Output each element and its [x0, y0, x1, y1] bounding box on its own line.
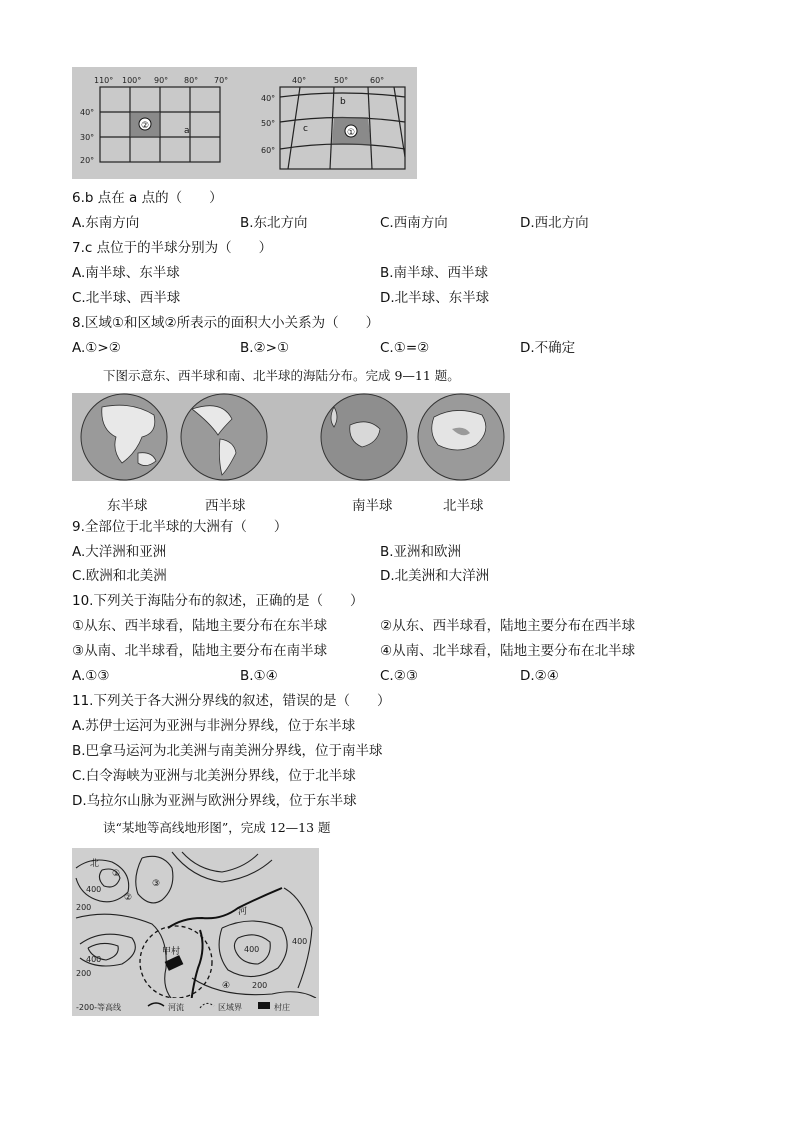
q10-statement-3: ③从南、北半球看，陆地主要分布在南半球 — [72, 643, 328, 659]
lat-lon-grid-figure — [72, 67, 417, 179]
village-label: 甲村 — [162, 947, 181, 957]
legend-contour: -200-等高线 — [76, 1003, 122, 1012]
lat-tick: 40° — [80, 108, 95, 117]
q6-option-d: D.西北方向 — [520, 215, 589, 231]
q6-option-c: C.西南方向 — [380, 215, 448, 231]
marker-2: ② — [124, 893, 133, 903]
point-a-label: a — [184, 126, 190, 136]
q10-option-d: D.②④ — [520, 668, 559, 684]
q8-option-d: D.不确定 — [520, 340, 576, 356]
q11-option-b: B.巴拿马运河为北美洲与南美洲分界线，位于南半球 — [72, 743, 383, 759]
q7-option-b: B.南半球、西半球 — [380, 265, 489, 281]
q7-stem: 7.c 点位于的半球分别为（ ） — [72, 240, 273, 256]
elevation-label: 200 — [76, 969, 92, 978]
q11-option-c: C.白令海峡为亚洲与北美洲分界线，位于北半球 — [72, 768, 356, 784]
q10-statement-4: ④从南、北半球看，陆地主要分布在北半球 — [380, 643, 636, 659]
q9-option-a: A.大洋洲和亚洲 — [72, 544, 167, 560]
village-marker — [165, 955, 184, 971]
lon-tick: 90° — [154, 76, 169, 85]
elevation-label: 400 — [292, 937, 308, 946]
south-hemisphere-caption: 南半球 — [352, 498, 393, 514]
lon-tick: 60° — [370, 76, 385, 85]
q9-option-b: B.亚洲和欧洲 — [380, 544, 462, 560]
marker-1: ① — [112, 869, 121, 879]
lat-tick: 60° — [261, 146, 276, 155]
point-b-label: b — [340, 97, 346, 107]
south-hemisphere-globe — [321, 394, 407, 480]
point-c-label: c — [303, 124, 308, 134]
q8-option-a: A.①>② — [72, 340, 121, 356]
q11-stem: 11.下列关于各大洲分界线的叙述，错误的是（ ） — [72, 693, 391, 709]
q10-option-b: B.①④ — [240, 668, 278, 684]
q10-stem: 10.下列关于海陆分布的叙述，正确的是（ ） — [72, 593, 364, 609]
north-hemisphere-globe — [418, 394, 504, 480]
east-hemisphere-globe — [81, 394, 167, 480]
contour-map-figure — [72, 848, 319, 1016]
elevation-label: 400 — [86, 955, 102, 964]
lat-tick: 40° — [261, 94, 276, 103]
legend-village: 村庄 — [274, 1003, 290, 1012]
legend-river: 河流 — [168, 1003, 184, 1012]
q11-option-a: A.苏伊士运河为亚洲与非洲分界线，位于东半球 — [72, 718, 356, 734]
lat-tick: 50° — [261, 119, 276, 128]
river-label: 河 — [238, 907, 248, 917]
q8-stem: 8.区域①和区域②所表示的面积大小关系为（ ） — [72, 315, 380, 331]
q10-statement-2: ②从东、西半球看，陆地主要分布在西半球 — [380, 618, 636, 634]
elevation-label: 400 — [86, 885, 102, 894]
q7-option-c: C.北半球、西半球 — [72, 290, 181, 306]
intro-12-13: 读“某地等高线地形图”，完成 12—13 题 — [103, 820, 331, 835]
lat-tick: 20° — [80, 156, 95, 165]
q10-option-c: C.②③ — [380, 668, 418, 684]
left-region-label: ② — [140, 121, 150, 131]
q9-stem: 9.全部位于北半球的大洲有（ ） — [72, 519, 288, 535]
q6-option-a: A.东南方向 — [72, 215, 140, 231]
marker-3: ③ — [152, 879, 161, 889]
lon-tick: 40° — [292, 76, 307, 85]
q6-option-b: B.东北方向 — [240, 215, 308, 231]
elevation-label: 200 — [76, 903, 92, 912]
lon-tick: 50° — [334, 76, 349, 85]
q10-statement-1: ①从东、西半球看，陆地主要分布在东半球 — [72, 618, 328, 634]
lon-tick: 70° — [214, 76, 229, 85]
q11-option-d: D.乌拉尔山脉为亚洲与欧洲分界线，位于东半球 — [72, 793, 357, 809]
intro-9-11: 下图示意东、西半球和南、北半球的海陆分布。完成 9—11 题。 — [103, 368, 460, 383]
north-label: 北 — [90, 859, 100, 869]
east-hemisphere-caption: 东半球 — [107, 498, 148, 514]
q10-option-a: A.①③ — [72, 668, 110, 684]
marker-4: ④ — [222, 981, 231, 991]
north-hemisphere-caption: 北半球 — [443, 498, 484, 514]
lon-tick: 110° — [94, 76, 114, 85]
legend-boundary: 区域界 — [218, 1003, 242, 1012]
q7-option-d: D.北半球、东半球 — [380, 290, 490, 306]
q9-option-d: D.北美洲和大洋洲 — [380, 568, 490, 584]
right-region-label: ① — [346, 128, 356, 138]
west-hemisphere-globe — [181, 394, 267, 480]
elevation-label: 400 — [244, 945, 260, 954]
q6-stem: 6.b 点在 a 点的（ ） — [72, 190, 223, 206]
lat-tick: 30° — [80, 133, 95, 142]
hemispheres-figure — [72, 393, 510, 481]
lon-tick: 100° — [122, 76, 142, 85]
lon-tick: 80° — [184, 76, 199, 85]
q7-option-a: A.南半球、东半球 — [72, 265, 180, 281]
q8-option-b: B.②>① — [240, 340, 290, 356]
q9-option-c: C.欧洲和北美洲 — [72, 568, 167, 584]
q8-option-c: C.①=② — [380, 340, 430, 356]
west-hemisphere-caption: 西半球 — [205, 498, 246, 514]
elevation-label: 200 — [252, 981, 268, 990]
